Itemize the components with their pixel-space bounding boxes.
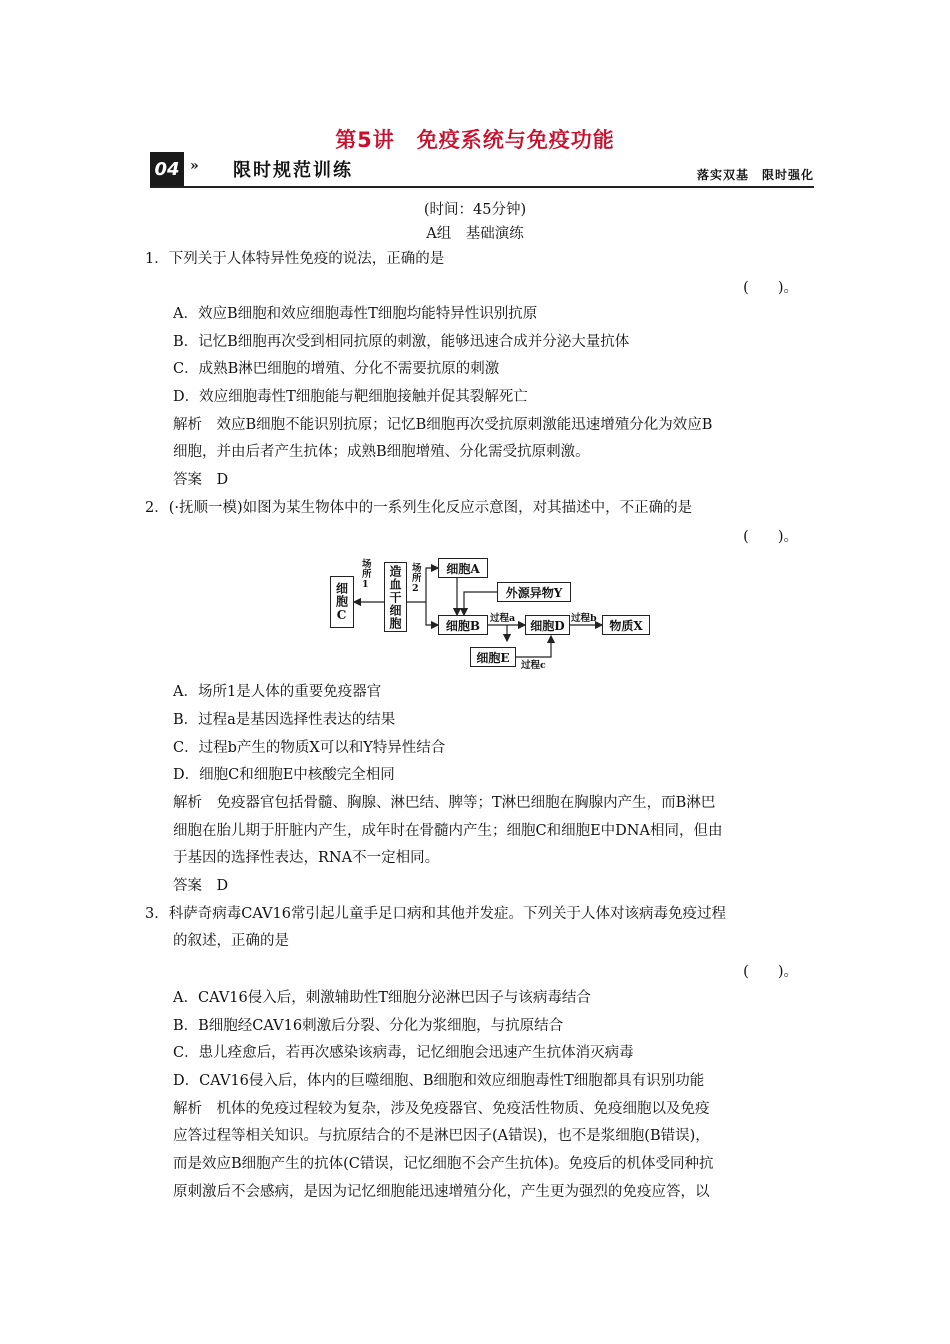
cell-b-box: 细胞B [438,615,488,635]
q2-stem: 2．(·抚顺一模)如图为某生物体中的一系列生化反应示意图，对其描述中，不正确的是 [145,500,693,516]
cell-a-box: 细胞A [438,558,488,578]
q3-answer-blank: ( )。 [743,964,798,980]
group-heading: A组 基础演练 [426,226,524,242]
section-banner [150,152,814,188]
q2-answer-blank: ( )。 [743,529,798,545]
q3-option-a: A．CAV16侵入后，刺激辅助性T细胞分泌淋巴因子与该病毒结合 [173,990,591,1006]
q3-stem-line: 的叙述，正确的是 [173,933,289,949]
cell-e-box: 细胞E [470,647,516,667]
q3-analysis-line: 应答过程等相关知识。与抗原结合的不是淋巴因子(A错误)，也不是浆细胞(B错误)， [173,1128,710,1144]
reaction-diagram [325,554,655,674]
q1-stem: 1．下列关于人体特异性免疫的说法，正确的是 [145,251,445,267]
q3-option-c: C．患儿痊愈后，若再次感染该病毒，记忆细胞会迅速产生抗体消灭病毒 [173,1045,634,1061]
banner-rule [150,186,814,188]
process-b-label: 过程b [571,613,597,624]
q2-option-d: D．细胞C和细胞E中核酸完全相同 [173,767,395,783]
q3-analysis-line: 解析 机体的免疫过程较为复杂，涉及免疫器官、免疫活性物质、免疫细胞以及免疫 [173,1101,710,1117]
q3-analysis-line: 而是效应B细胞产生的抗体(C错误，记忆细胞不会产生抗体)。免疫后的机体受同种抗 [173,1156,714,1172]
q1-analysis-line: 细胞，并由后者产生抗体；成熟B细胞增殖、分化需受抗原刺激。 [173,444,590,460]
time-note: (时间：45分钟) [423,202,527,218]
process-a-label: 过程a [490,613,516,624]
q1-option-d: D．效应细胞毒性T细胞能与靶细胞接触并促其裂解死亡 [173,389,528,405]
q2-option-a: A．场所1是人体的重要免疫器官 [173,684,382,700]
q2-option-b: B．过程a是基因选择性表达的结果 [173,712,396,728]
q1-option-c: C．成熟B淋巴细胞的增殖、分化不需要抗原的刺激 [173,361,500,377]
cell-c-box: 细胞C [330,576,354,628]
q1-option-b: B．记忆B细胞再次受到相同抗原的刺激，能够迅速合成并分泌大量抗体 [173,334,630,350]
q2-answer: 答案 D [173,878,229,894]
place1-label: 场所1 [362,559,372,590]
process-c-label: 过程c [521,660,546,671]
place2-label: 场所2 [412,563,422,594]
page-title: 第5讲 免疫系统与免疫功能 [335,128,615,152]
q2-option-c: C．过程b产生的物质X可以和Y特异性结合 [173,740,446,756]
q3-option-b: B．B细胞经CAV16刺激后分裂、分化为浆细胞，与抗原结合 [173,1018,564,1034]
q3-stem-line: 3．科萨奇病毒CAV16常引起儿童手足口病和其他并发症。下列关于人体对该病毒免疫过程 [145,906,726,922]
stem-cell-box: 造血干细胞 [384,562,407,632]
q3-option-d: D．CAV16侵入后，体内的巨噬细胞、B细胞和效应细胞毒性T细胞都具有识别功能 [173,1073,705,1089]
q1-analysis-line: 解析 效应B细胞不能识别抗原；记忆B细胞再次受抗原刺激能迅速增殖分化为效应B [173,417,713,433]
foreign-y-box: 外源异物Y [497,582,571,602]
q2-analysis-line: 解析 免疫器官包括骨髓、胸腺、淋巴结、脾等；T淋巴细胞在胸腺内产生，而B淋巴 [173,795,716,811]
double-chevron-icon: » [190,158,199,174]
q2-analysis-line: 细胞在胎儿期于肝脏内产生，成年时在骨髓内产生；细胞C和细胞E中DNA相同，但由 [173,823,723,839]
q1-answer: 答案 D [173,472,229,488]
q1-answer-blank: ( )。 [743,280,798,296]
section-number-badge: 04 [150,152,184,186]
q3-analysis-line: 原刺激后不会感病，是因为记忆细胞能迅速增殖分化，产生更为强烈的免疫应答，以 [173,1184,710,1200]
q1-option-a: A．效应B细胞和效应细胞毒性T细胞均能特异性识别抗原 [173,306,538,322]
banner-title: 限时规范训练 [233,160,353,181]
cell-d-box: 细胞D [525,615,570,635]
q2-analysis-line: 于基因的选择性表达，RNA不一定相同。 [173,850,440,866]
banner-slogan: 落实双基 限时强化 [696,168,814,182]
substance-x-box: 物质X [602,615,650,635]
